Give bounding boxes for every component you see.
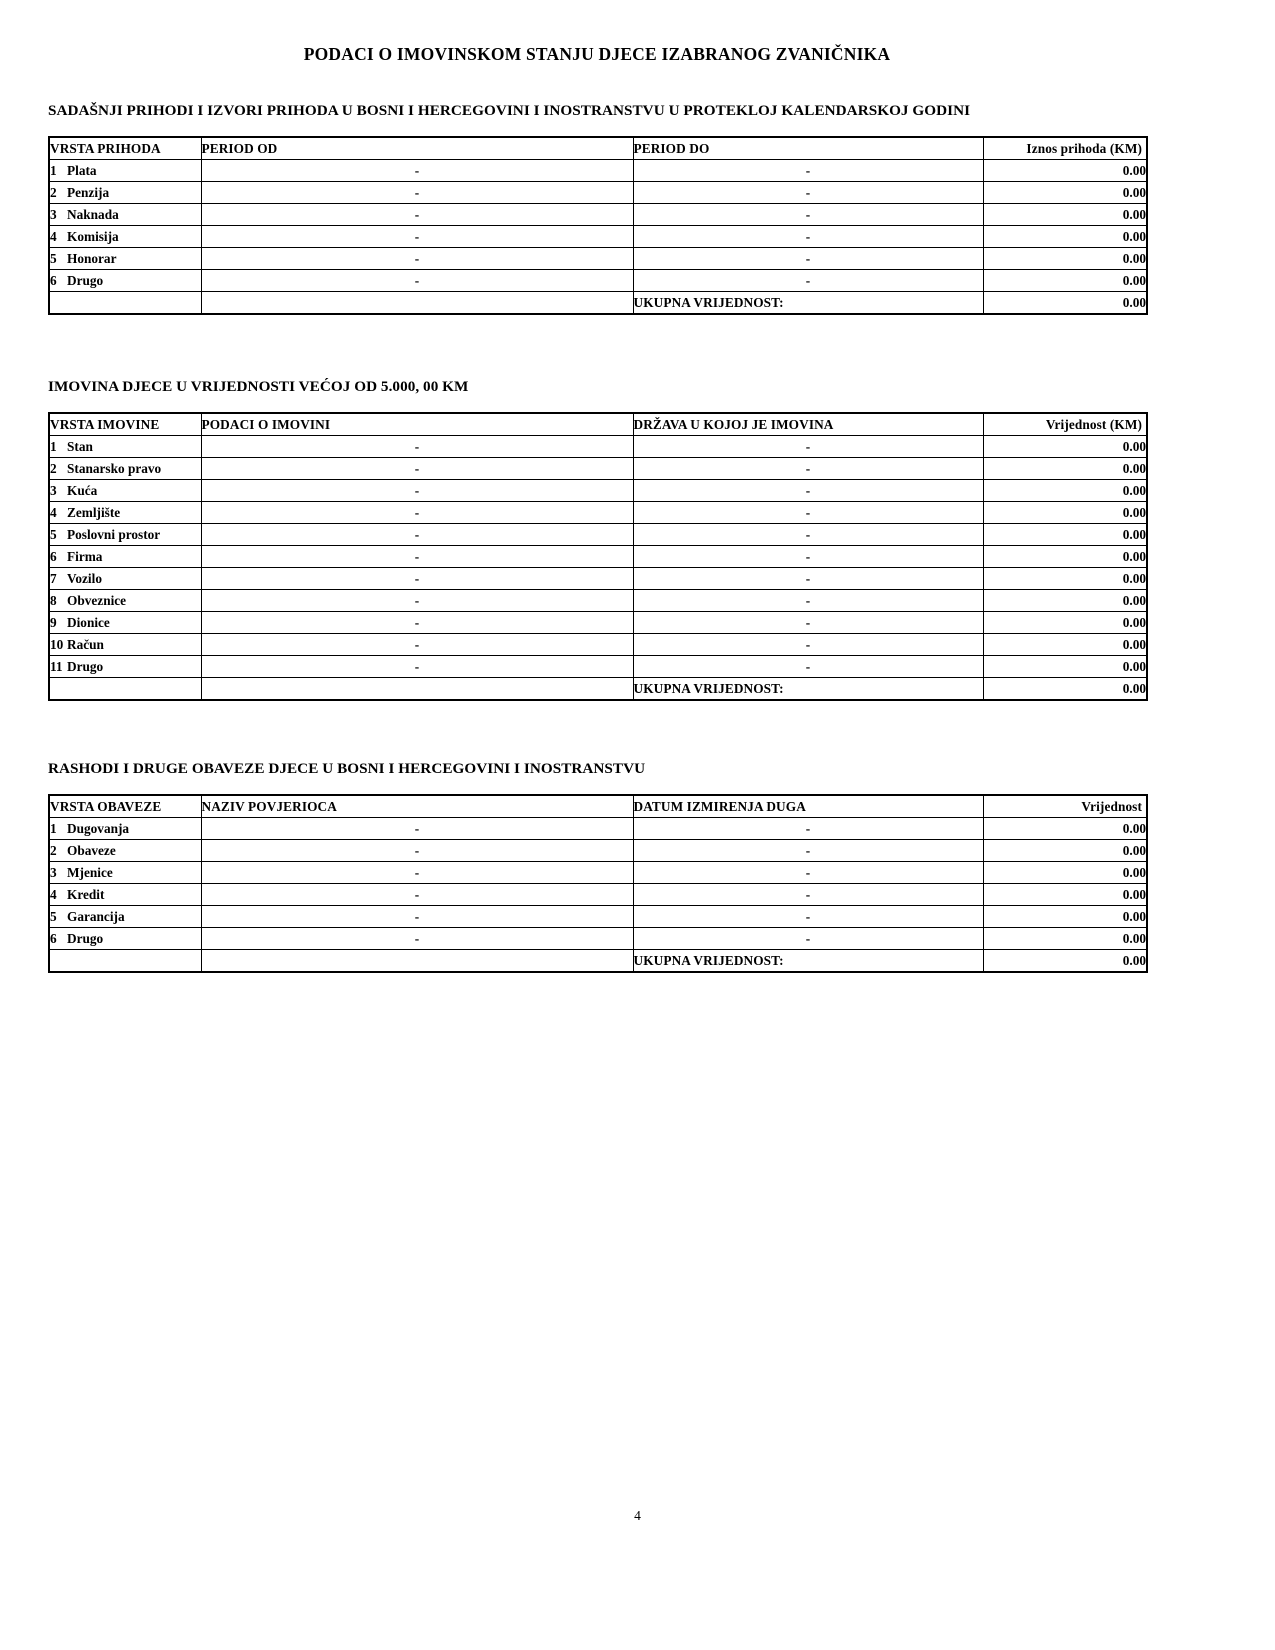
table-row bbox=[49, 818, 1147, 840]
table-row bbox=[49, 884, 1147, 906]
table-row bbox=[49, 634, 1147, 656]
table-row bbox=[49, 840, 1147, 862]
total-label: UKUPNA VRIJEDNOST: bbox=[633, 950, 983, 973]
row-label-cell bbox=[49, 818, 201, 840]
cell-value[interactable]: 0.00 bbox=[983, 204, 1147, 226]
cell-drzava[interactable]: - bbox=[633, 436, 983, 458]
page-title: PODACI O IMOVINSKOM STANJU DJECE IZABRANOG ZVANIČNIKA bbox=[303, 44, 891, 64]
column-header-vrsta-prihoda: VRSTA PRIHODA bbox=[49, 137, 201, 160]
row-label: Kuća bbox=[67, 482, 98, 498]
row-number: 1 bbox=[50, 820, 57, 836]
row-label-cell bbox=[49, 546, 201, 568]
table-row bbox=[49, 160, 1147, 182]
row-label: Zemljište bbox=[67, 504, 121, 520]
cell-drzava[interactable]: - bbox=[633, 634, 983, 656]
row-number: 10 bbox=[50, 636, 64, 652]
row-number: 4 bbox=[50, 228, 57, 244]
column-header-datum-izmirenja: DATUM IZMIRENJA DUGA bbox=[633, 795, 983, 818]
table-row bbox=[49, 524, 1147, 546]
cell-datum[interactable]: - bbox=[633, 818, 983, 840]
column-header-period-od: PERIOD OD bbox=[201, 137, 633, 160]
cell-podaci[interactable]: - bbox=[201, 612, 633, 634]
cell-povjerilac[interactable]: - bbox=[201, 840, 633, 862]
row-number: 2 bbox=[50, 842, 57, 858]
row-label-cell bbox=[49, 906, 201, 928]
table-row bbox=[49, 546, 1147, 568]
cell-period-od[interactable]: - bbox=[201, 204, 633, 226]
row-label-cell bbox=[49, 436, 201, 458]
section-spacer bbox=[48, 701, 1146, 759]
cell-drzava[interactable]: - bbox=[633, 656, 983, 678]
row-number: 3 bbox=[50, 482, 57, 498]
table-row bbox=[49, 480, 1147, 502]
column-header-vrsta-imovine: VRSTA IMOVINE bbox=[49, 413, 201, 436]
row-number: 2 bbox=[50, 460, 57, 476]
cell-povjerilac[interactable]: - bbox=[201, 928, 633, 950]
cell-povjerilac[interactable]: - bbox=[201, 862, 633, 884]
column-header-period-do: PERIOD DO bbox=[633, 137, 983, 160]
table-row bbox=[49, 612, 1147, 634]
cell-period-od[interactable]: - bbox=[201, 248, 633, 270]
column-header-iznos-prihoda: Iznos prihoda (KM) bbox=[983, 137, 1147, 160]
table-property bbox=[48, 412, 1148, 701]
table-header-row bbox=[49, 413, 1147, 436]
total-label: UKUPNA VRIJEDNOST: bbox=[633, 292, 983, 315]
cell-value[interactable]: 0.00 bbox=[983, 248, 1147, 270]
row-label: Drugo bbox=[67, 272, 104, 288]
row-label: Obveznice bbox=[67, 592, 127, 608]
section-heading-property: IMOVINA DJECE U VRIJEDNOSTI VEĆOJ OD 5.000, 00 KM bbox=[48, 378, 469, 395]
row-label: Penzija bbox=[67, 184, 110, 200]
document-body bbox=[48, 44, 1146, 973]
row-label: Firma bbox=[67, 548, 103, 564]
row-label-cell bbox=[49, 248, 201, 270]
row-label-cell bbox=[49, 458, 201, 480]
row-label: Honorar bbox=[67, 250, 117, 266]
row-label-cell bbox=[49, 502, 201, 524]
row-number: 9 bbox=[50, 614, 57, 630]
cell-value[interactable]: 0.00 bbox=[983, 502, 1147, 524]
row-label: Drugo bbox=[67, 930, 104, 946]
cell-value[interactable]: 0.00 bbox=[983, 634, 1147, 656]
cell-drzava[interactable]: - bbox=[633, 546, 983, 568]
cell-value[interactable]: 0.00 bbox=[983, 884, 1147, 906]
row-label: Kredit bbox=[67, 886, 105, 902]
row-label-cell bbox=[49, 590, 201, 612]
row-label-cell bbox=[49, 480, 201, 502]
row-label: Dugovanja bbox=[67, 820, 130, 836]
row-number: 7 bbox=[50, 570, 57, 586]
cell-datum[interactable]: - bbox=[633, 906, 983, 928]
cell-drzava[interactable]: - bbox=[633, 612, 983, 634]
spacer-cell bbox=[49, 678, 201, 701]
cell-value[interactable]: 0.00 bbox=[983, 656, 1147, 678]
cell-value[interactable]: 0.00 bbox=[983, 480, 1147, 502]
cell-period-od[interactable]: - bbox=[201, 182, 633, 204]
cell-drzava[interactable]: - bbox=[633, 502, 983, 524]
row-label: Mjenice bbox=[67, 864, 113, 880]
cell-podaci[interactable]: - bbox=[201, 458, 633, 480]
row-label: Stanarsko pravo bbox=[67, 460, 162, 476]
cell-datum[interactable]: - bbox=[633, 928, 983, 950]
table-row bbox=[49, 226, 1147, 248]
row-label: Obaveze bbox=[67, 842, 116, 858]
table-total-row bbox=[49, 292, 1147, 315]
cell-podaci[interactable]: - bbox=[201, 568, 633, 590]
cell-povjerilac[interactable]: - bbox=[201, 818, 633, 840]
cell-podaci[interactable]: - bbox=[201, 502, 633, 524]
table-row bbox=[49, 270, 1147, 292]
row-label-cell bbox=[49, 160, 201, 182]
cell-datum[interactable]: - bbox=[633, 840, 983, 862]
page-number: 4 bbox=[634, 1508, 641, 1523]
cell-period-do[interactable]: - bbox=[633, 182, 983, 204]
row-label-cell bbox=[49, 862, 201, 884]
row-label-cell bbox=[49, 568, 201, 590]
row-number: 4 bbox=[50, 886, 57, 902]
cell-value[interactable]: 0.00 bbox=[983, 590, 1147, 612]
column-header-drzava: DRŽAVA U KOJOJ JE IMOVINA bbox=[633, 413, 983, 436]
table-row bbox=[49, 182, 1147, 204]
row-number: 5 bbox=[50, 908, 57, 924]
cell-value[interactable]: 0.00 bbox=[983, 160, 1147, 182]
cell-value[interactable]: 0.00 bbox=[983, 612, 1147, 634]
spacer-cell bbox=[201, 292, 633, 315]
table-total-row bbox=[49, 678, 1147, 701]
cell-value[interactable]: 0.00 bbox=[983, 906, 1147, 928]
cell-podaci[interactable]: - bbox=[201, 634, 633, 656]
table-row bbox=[49, 590, 1147, 612]
section-heading-liabilities: RASHODI I DRUGE OBAVEZE DJECE U BOSNI I HERCEGOVINI I INOSTRANSTVU bbox=[48, 760, 646, 777]
cell-period-do[interactable]: - bbox=[633, 270, 983, 292]
row-label-cell bbox=[49, 840, 201, 862]
cell-value[interactable]: 0.00 bbox=[983, 862, 1147, 884]
cell-period-do[interactable]: - bbox=[633, 226, 983, 248]
section-property bbox=[48, 377, 1146, 701]
cell-period-od[interactable]: - bbox=[201, 226, 633, 248]
row-number: 4 bbox=[50, 504, 57, 520]
cell-drzava[interactable]: - bbox=[633, 590, 983, 612]
table-row bbox=[49, 502, 1147, 524]
cell-value[interactable]: 0.00 bbox=[983, 928, 1147, 950]
section-heading-income: SADAŠNJI PRIHODI I IZVORI PRIHODA U BOSNI I HERCEGOVINI I INOSTRANSTVU U PROTEKLOJ KALENDARSKOJ GODINI bbox=[48, 102, 971, 119]
row-number: 6 bbox=[50, 548, 57, 564]
table-total-row bbox=[49, 950, 1147, 973]
row-label: Plata bbox=[67, 162, 97, 178]
row-label: Poslovni prostor bbox=[67, 526, 161, 542]
spacer-cell bbox=[201, 950, 633, 973]
table-row bbox=[49, 928, 1147, 950]
cell-povjerilac[interactable]: - bbox=[201, 906, 633, 928]
row-label: Stan bbox=[67, 438, 93, 454]
cell-podaci[interactable]: - bbox=[201, 480, 633, 502]
table-row bbox=[49, 204, 1147, 226]
cell-period-do[interactable]: - bbox=[633, 204, 983, 226]
row-label-cell bbox=[49, 204, 201, 226]
table-row bbox=[49, 458, 1147, 480]
row-label-cell bbox=[49, 634, 201, 656]
cell-podaci[interactable]: - bbox=[201, 590, 633, 612]
row-number: 3 bbox=[50, 864, 57, 880]
total-label: UKUPNA VRIJEDNOST: bbox=[633, 678, 983, 701]
cell-podaci[interactable]: - bbox=[201, 524, 633, 546]
row-label-cell bbox=[49, 270, 201, 292]
row-number: 5 bbox=[50, 250, 57, 266]
cell-period-od[interactable]: - bbox=[201, 270, 633, 292]
cell-value[interactable]: 0.00 bbox=[983, 568, 1147, 590]
table-row bbox=[49, 906, 1147, 928]
cell-value[interactable]: 0.00 bbox=[983, 270, 1147, 292]
cell-period-do[interactable]: - bbox=[633, 160, 983, 182]
cell-value[interactable]: 0.00 bbox=[983, 436, 1147, 458]
row-label: Komisija bbox=[67, 228, 119, 244]
row-number: 2 bbox=[50, 184, 57, 200]
cell-datum[interactable]: - bbox=[633, 862, 983, 884]
cell-period-od[interactable]: - bbox=[201, 160, 633, 182]
row-number: 1 bbox=[50, 438, 57, 454]
table-header-row bbox=[49, 795, 1147, 818]
table-row bbox=[49, 248, 1147, 270]
cell-value[interactable]: 0.00 bbox=[983, 546, 1147, 568]
cell-value[interactable]: 0.00 bbox=[983, 524, 1147, 546]
row-label-cell bbox=[49, 524, 201, 546]
row-label: Naknada bbox=[67, 206, 119, 222]
cell-value[interactable]: 0.00 bbox=[983, 458, 1147, 480]
cell-datum[interactable]: - bbox=[633, 884, 983, 906]
row-number: 6 bbox=[50, 272, 57, 288]
row-label-cell bbox=[49, 612, 201, 634]
row-label: Vozilo bbox=[67, 570, 102, 586]
section-income bbox=[48, 101, 1146, 315]
cell-period-do[interactable]: - bbox=[633, 248, 983, 270]
table-row bbox=[49, 436, 1147, 458]
total-value: 0.00 bbox=[983, 678, 1147, 701]
row-number: 3 bbox=[50, 206, 57, 222]
row-number: 11 bbox=[50, 658, 63, 674]
cell-value[interactable]: 0.00 bbox=[983, 182, 1147, 204]
table-liabilities bbox=[48, 794, 1148, 973]
cell-podaci[interactable]: - bbox=[201, 436, 633, 458]
cell-value[interactable]: 0.00 bbox=[983, 226, 1147, 248]
cell-drzava[interactable]: - bbox=[633, 480, 983, 502]
table-row bbox=[49, 656, 1147, 678]
row-number: 6 bbox=[50, 930, 57, 946]
column-header-naziv-povjerioca: NAZIV POVJERIOCA bbox=[201, 795, 633, 818]
section-liabilities bbox=[48, 759, 1146, 973]
row-number: 5 bbox=[50, 526, 57, 542]
row-label-cell bbox=[49, 182, 201, 204]
cell-podaci[interactable]: - bbox=[201, 656, 633, 678]
cell-podaci[interactable]: - bbox=[201, 546, 633, 568]
row-label: Drugo bbox=[67, 658, 104, 674]
table-income bbox=[48, 136, 1148, 315]
row-number: 1 bbox=[50, 162, 57, 178]
row-number: 8 bbox=[50, 592, 57, 608]
cell-drzava[interactable]: - bbox=[633, 458, 983, 480]
row-label-cell bbox=[49, 928, 201, 950]
cell-povjerilac[interactable]: - bbox=[201, 884, 633, 906]
row-label-cell bbox=[49, 226, 201, 248]
cell-value[interactable]: 0.00 bbox=[983, 840, 1147, 862]
column-header-vrijednost: Vrijednost (KM) bbox=[983, 413, 1147, 436]
column-header-vrijednost: Vrijednost bbox=[983, 795, 1147, 818]
column-header-vrsta-obaveze: VRSTA OBAVEZE bbox=[49, 795, 201, 818]
table-header-row bbox=[49, 137, 1147, 160]
row-label-cell bbox=[49, 656, 201, 678]
column-header-podaci-o-imovini: PODACI O IMOVINI bbox=[201, 413, 633, 436]
row-label: Garancija bbox=[67, 908, 125, 924]
total-value: 0.00 bbox=[983, 292, 1147, 315]
spacer-cell bbox=[49, 950, 201, 973]
spacer-cell bbox=[201, 678, 633, 701]
table-row bbox=[49, 568, 1147, 590]
section-spacer bbox=[48, 315, 1146, 377]
row-label: Račun bbox=[67, 636, 104, 652]
cell-drzava[interactable]: - bbox=[633, 524, 983, 546]
spacer-cell bbox=[49, 292, 201, 315]
cell-value[interactable]: 0.00 bbox=[983, 818, 1147, 840]
total-value: 0.00 bbox=[983, 950, 1147, 973]
row-label: Dionice bbox=[67, 614, 110, 630]
cell-drzava[interactable]: - bbox=[633, 568, 983, 590]
table-row bbox=[49, 862, 1147, 884]
row-label-cell bbox=[49, 884, 201, 906]
